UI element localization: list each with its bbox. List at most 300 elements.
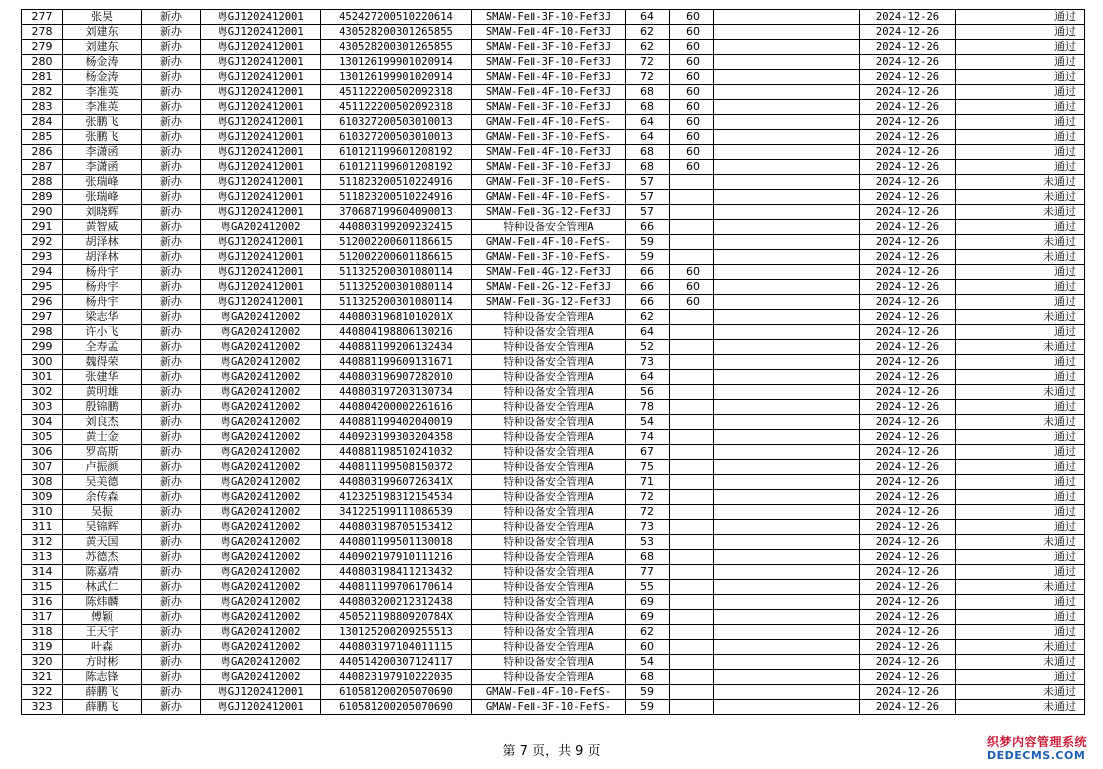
- score-cell: 68: [626, 145, 670, 160]
- exam-item-cell: GMAW-FeⅡ-3F-10-FefS-: [472, 250, 626, 265]
- name-cell: 张昊: [63, 10, 142, 25]
- row-number: 314: [22, 565, 63, 580]
- score-cell: 72: [626, 55, 670, 70]
- certificate-cell: 粤GA202412002: [201, 475, 321, 490]
- certificate-cell: 粤GJ1202412001: [201, 190, 321, 205]
- id-number-cell: 440923199303204358: [321, 430, 472, 445]
- id-number-cell: 440811199508150372: [321, 460, 472, 475]
- blank-cell: [714, 565, 860, 580]
- blank-cell: [714, 235, 860, 250]
- type-cell: 新办: [142, 280, 201, 295]
- row-number: 316: [22, 595, 63, 610]
- id-number-cell: 452427200510220614: [321, 10, 472, 25]
- result-cell: 通过: [956, 130, 1085, 145]
- certificate-cell: 粤GA202412002: [201, 625, 321, 640]
- date-cell: 2024-12-26: [860, 220, 956, 235]
- id-number-cell: 130126199901020914: [321, 55, 472, 70]
- certificate-cell: 粤GJ1202412001: [201, 25, 321, 40]
- practical-score-cell: 60: [670, 100, 714, 115]
- score-cell: 66: [626, 280, 670, 295]
- blank-cell: [714, 250, 860, 265]
- certificate-cell: 粤GJ1202412001: [201, 280, 321, 295]
- date-cell: 2024-12-26: [860, 235, 956, 250]
- exam-item-cell: 特种设备安全管理A: [472, 340, 626, 355]
- exam-item-cell: SMAW-FeⅡ-3F-10-Fef3J: [472, 160, 626, 175]
- score-cell: 75: [626, 460, 670, 475]
- exam-item-cell: 特种设备安全管理A: [472, 370, 626, 385]
- id-number-cell: 511325200301080114: [321, 280, 472, 295]
- date-cell: 2024-12-26: [860, 10, 956, 25]
- type-cell: 新办: [142, 70, 201, 85]
- date-cell: 2024-12-26: [860, 550, 956, 565]
- id-number-cell: 440803197203130734: [321, 385, 472, 400]
- type-cell: 新办: [142, 295, 201, 310]
- certificate-cell: 粤GA202412002: [201, 655, 321, 670]
- date-cell: 2024-12-26: [860, 70, 956, 85]
- score-cell: 72: [626, 490, 670, 505]
- id-number-cell: 440881199609131671: [321, 355, 472, 370]
- row-number: 315: [22, 580, 63, 595]
- table-row: [22, 145, 1085, 160]
- exam-item-cell: SMAW-FeⅡ-3G-12-Fef3J: [472, 205, 626, 220]
- table-row: [22, 550, 1085, 565]
- table-row: [22, 160, 1085, 175]
- score-cell: 56: [626, 385, 670, 400]
- watermark-logo: [987, 735, 1095, 765]
- name-cell: 黄天国: [63, 535, 142, 550]
- row-number: 303: [22, 400, 63, 415]
- table-row: [22, 490, 1085, 505]
- certificate-cell: 粤GA202412002: [201, 565, 321, 580]
- certificate-cell: 粤GJ1202412001: [201, 175, 321, 190]
- blank-cell: [714, 505, 860, 520]
- certificate-cell: 粤GA202412002: [201, 460, 321, 475]
- date-cell: 2024-12-26: [860, 100, 956, 115]
- type-cell: 新办: [142, 100, 201, 115]
- certificate-cell: 粤GA202412002: [201, 385, 321, 400]
- table-row: [22, 430, 1085, 445]
- blank-cell: [714, 25, 860, 40]
- score-cell: 73: [626, 520, 670, 535]
- blank-cell: [714, 685, 860, 700]
- result-cell: 未通过: [956, 535, 1085, 550]
- type-cell: 新办: [142, 445, 201, 460]
- type-cell: 新办: [142, 475, 201, 490]
- id-number-cell: 610121199601208192: [321, 145, 472, 160]
- name-cell: 杨金涛: [63, 70, 142, 85]
- blank-cell: [714, 445, 860, 460]
- practical-score-cell: 60: [670, 115, 714, 130]
- table-row: [22, 220, 1085, 235]
- id-number-cell: 511823200510224916: [321, 175, 472, 190]
- type-cell: 新办: [142, 85, 201, 100]
- table-row: [22, 280, 1085, 295]
- practical-score-cell: [670, 310, 714, 325]
- certificate-cell: 粤GJ1202412001: [201, 70, 321, 85]
- result-cell: 未通过: [956, 175, 1085, 190]
- name-cell: 黄明雄: [63, 385, 142, 400]
- type-cell: 新办: [142, 415, 201, 430]
- table-row: [22, 565, 1085, 580]
- practical-score-cell: [670, 670, 714, 685]
- result-cell: 通过: [956, 430, 1085, 445]
- score-cell: 66: [626, 265, 670, 280]
- exam-item-cell: SMAW-FeⅡ-3F-10-Fef3J: [472, 55, 626, 70]
- date-cell: 2024-12-26: [860, 640, 956, 655]
- id-number-cell: 511823200510224916: [321, 190, 472, 205]
- certificate-cell: 粤GA202412002: [201, 400, 321, 415]
- result-cell: 通过: [956, 610, 1085, 625]
- score-cell: 66: [626, 295, 670, 310]
- exam-item-cell: GMAW-FeⅡ-4F-10-FefS-: [472, 190, 626, 205]
- result-cell: 未通过: [956, 310, 1085, 325]
- certificate-cell: 粤GJ1202412001: [201, 100, 321, 115]
- name-cell: 方时彬: [63, 655, 142, 670]
- name-cell: 林武仁: [63, 580, 142, 595]
- practical-score-cell: [670, 490, 714, 505]
- result-cell: 通过: [956, 595, 1085, 610]
- type-cell: 新办: [142, 370, 201, 385]
- practical-score-cell: 60: [670, 145, 714, 160]
- blank-cell: [714, 190, 860, 205]
- table-row: [22, 70, 1085, 85]
- row-number: 305: [22, 430, 63, 445]
- result-cell: 通过: [956, 85, 1085, 100]
- table-row: [22, 325, 1085, 340]
- practical-score-cell: [670, 205, 714, 220]
- practical-score-cell: [670, 565, 714, 580]
- blank-cell: [714, 100, 860, 115]
- score-cell: 60: [626, 640, 670, 655]
- practical-score-cell: [670, 610, 714, 625]
- practical-score-cell: 60: [670, 160, 714, 175]
- exam-item-cell: 特种设备安全管理A: [472, 325, 626, 340]
- certificate-cell: 粤GJ1202412001: [201, 40, 321, 55]
- blank-cell: [714, 85, 860, 100]
- name-cell: 张鹏飞: [63, 130, 142, 145]
- blank-cell: [714, 655, 860, 670]
- blank-cell: [714, 535, 860, 550]
- practical-score-cell: [670, 400, 714, 415]
- blank-cell: [714, 475, 860, 490]
- name-cell: 陈嘉靖: [63, 565, 142, 580]
- certificate-cell: 粤GJ1202412001: [201, 265, 321, 280]
- result-cell: 通过: [956, 115, 1085, 130]
- exam-item-cell: GMAW-FeⅡ-4F-10-FefS-: [472, 115, 626, 130]
- name-cell: 傅颖: [63, 610, 142, 625]
- row-number: 278: [22, 25, 63, 40]
- practical-score-cell: [670, 415, 714, 430]
- type-cell: 新办: [142, 385, 201, 400]
- score-cell: 55: [626, 580, 670, 595]
- exam-item-cell: 特种设备安全管理A: [472, 355, 626, 370]
- certificate-cell: 粤GA202412002: [201, 535, 321, 550]
- practical-score-cell: [670, 430, 714, 445]
- certificate-cell: 粤GA202412002: [201, 355, 321, 370]
- row-number: 294: [22, 265, 63, 280]
- name-cell: 罗高斯: [63, 445, 142, 460]
- name-cell: 胡泽林: [63, 235, 142, 250]
- practical-score-cell: [670, 505, 714, 520]
- exam-item-cell: 特种设备安全管理A: [472, 490, 626, 505]
- score-cell: 59: [626, 235, 670, 250]
- name-cell: 黄智威: [63, 220, 142, 235]
- blank-cell: [714, 295, 860, 310]
- blank-cell: [714, 340, 860, 355]
- exam-item-cell: 特种设备安全管理A: [472, 640, 626, 655]
- row-number: 313: [22, 550, 63, 565]
- exam-item-cell: SMAW-FeⅡ-4F-10-Fef3J: [472, 70, 626, 85]
- practical-score-cell: [670, 460, 714, 475]
- row-number: 310: [22, 505, 63, 520]
- row-number: 289: [22, 190, 63, 205]
- certificate-cell: 粤GJ1202412001: [201, 295, 321, 310]
- date-cell: 2024-12-26: [860, 565, 956, 580]
- result-cell: 通过: [956, 100, 1085, 115]
- id-number-cell: 440823197910222035: [321, 670, 472, 685]
- score-cell: 62: [626, 625, 670, 640]
- type-cell: 新办: [142, 235, 201, 250]
- practical-score-cell: [670, 475, 714, 490]
- result-cell: 通过: [956, 550, 1085, 565]
- score-cell: 64: [626, 325, 670, 340]
- table-row: [22, 340, 1085, 355]
- row-number: 312: [22, 535, 63, 550]
- row-number: 317: [22, 610, 63, 625]
- date-cell: 2024-12-26: [860, 145, 956, 160]
- date-cell: 2024-12-26: [860, 610, 956, 625]
- row-number: 302: [22, 385, 63, 400]
- result-cell: 通过: [956, 160, 1085, 175]
- id-number-cell: 44080319681010201X: [321, 310, 472, 325]
- id-number-cell: 341225199111086539: [321, 505, 472, 520]
- table-row: [22, 400, 1085, 415]
- practical-score-cell: 60: [670, 265, 714, 280]
- score-cell: 68: [626, 670, 670, 685]
- certificate-cell: 粤GA202412002: [201, 445, 321, 460]
- type-cell: 新办: [142, 115, 201, 130]
- date-cell: 2024-12-26: [860, 280, 956, 295]
- blank-cell: [714, 640, 860, 655]
- result-cell: 未通过: [956, 640, 1085, 655]
- table-row: [22, 670, 1085, 685]
- type-cell: 新办: [142, 625, 201, 640]
- date-cell: 2024-12-26: [860, 160, 956, 175]
- certificate-cell: 粤GJ1202412001: [201, 10, 321, 25]
- id-number-cell: 610581200205070690: [321, 685, 472, 700]
- score-cell: 67: [626, 445, 670, 460]
- exam-item-cell: SMAW-FeⅡ-4F-10-Fef3J: [472, 25, 626, 40]
- type-cell: 新办: [142, 160, 201, 175]
- certificate-cell: 粤GA202412002: [201, 580, 321, 595]
- row-number: 280: [22, 55, 63, 70]
- date-cell: 2024-12-26: [860, 190, 956, 205]
- exam-item-cell: GMAW-FeⅡ-4F-10-FefS-: [472, 235, 626, 250]
- score-cell: 64: [626, 370, 670, 385]
- type-cell: 新办: [142, 685, 201, 700]
- id-number-cell: 512002200601186615: [321, 250, 472, 265]
- id-number-cell: 440803196907282010: [321, 370, 472, 385]
- practical-score-cell: [670, 355, 714, 370]
- blank-cell: [714, 580, 860, 595]
- score-cell: 66: [626, 220, 670, 235]
- name-cell: 吴振: [63, 505, 142, 520]
- row-number: 293: [22, 250, 63, 265]
- certificate-cell: 粤GA202412002: [201, 595, 321, 610]
- result-cell: 未通过: [956, 235, 1085, 250]
- date-cell: 2024-12-26: [860, 460, 956, 475]
- exam-item-cell: 特种设备安全管理A: [472, 400, 626, 415]
- row-number: 296: [22, 295, 63, 310]
- score-cell: 59: [626, 250, 670, 265]
- score-cell: 73: [626, 355, 670, 370]
- type-cell: 新办: [142, 565, 201, 580]
- result-cell: 通过: [956, 25, 1085, 40]
- certificate-cell: 粤GA202412002: [201, 220, 321, 235]
- name-cell: 刘建东: [63, 40, 142, 55]
- row-number: 318: [22, 625, 63, 640]
- score-cell: 68: [626, 100, 670, 115]
- type-cell: 新办: [142, 355, 201, 370]
- id-number-cell: 430528200301265855: [321, 40, 472, 55]
- score-cell: 54: [626, 415, 670, 430]
- id-number-cell: 440804200002261616: [321, 400, 472, 415]
- name-cell: 杨舟宇: [63, 265, 142, 280]
- id-number-cell: 610327200503010013: [321, 115, 472, 130]
- practical-score-cell: 60: [670, 70, 714, 85]
- table-row: [22, 175, 1085, 190]
- name-cell: 陈志锋: [63, 670, 142, 685]
- row-number: 304: [22, 415, 63, 430]
- exam-item-cell: GMAW-FeⅡ-3F-10-FefS-: [472, 130, 626, 145]
- result-cell: 通过: [956, 460, 1085, 475]
- date-cell: 2024-12-26: [860, 625, 956, 640]
- name-cell: 李潇函: [63, 160, 142, 175]
- exam-item-cell: 特种设备安全管理A: [472, 445, 626, 460]
- row-number: 277: [22, 10, 63, 25]
- name-cell: 叶森: [63, 640, 142, 655]
- score-cell: 69: [626, 610, 670, 625]
- type-cell: 新办: [142, 460, 201, 475]
- table-row: [22, 700, 1085, 715]
- blank-cell: [714, 325, 860, 340]
- practical-score-cell: 60: [670, 10, 714, 25]
- blank-cell: [714, 415, 860, 430]
- result-cell: 未通过: [956, 700, 1085, 715]
- row-number: 311: [22, 520, 63, 535]
- score-cell: 57: [626, 175, 670, 190]
- name-cell: 刘晓辉: [63, 205, 142, 220]
- blank-cell: [714, 55, 860, 70]
- exam-item-cell: 特种设备安全管理A: [472, 520, 626, 535]
- row-number: 279: [22, 40, 63, 55]
- date-cell: 2024-12-26: [860, 520, 956, 535]
- type-cell: 新办: [142, 430, 201, 445]
- score-cell: 68: [626, 160, 670, 175]
- id-number-cell: 610581200205070690: [321, 700, 472, 715]
- score-cell: 64: [626, 10, 670, 25]
- date-cell: 2024-12-26: [860, 175, 956, 190]
- date-cell: 2024-12-26: [860, 445, 956, 460]
- result-cell: 通过: [956, 325, 1085, 340]
- blank-cell: [714, 670, 860, 685]
- practical-score-cell: 60: [670, 130, 714, 145]
- name-cell: 杨舟宇: [63, 295, 142, 310]
- row-number: 288: [22, 175, 63, 190]
- blank-cell: [714, 310, 860, 325]
- result-cell: 未通过: [956, 580, 1085, 595]
- type-cell: 新办: [142, 40, 201, 55]
- result-cell: 通过: [956, 280, 1085, 295]
- date-cell: 2024-12-26: [860, 400, 956, 415]
- name-cell: 吴美德: [63, 475, 142, 490]
- id-number-cell: 440803198411213432: [321, 565, 472, 580]
- score-cell: 77: [626, 565, 670, 580]
- score-cell: 72: [626, 70, 670, 85]
- exam-item-cell: 特种设备安全管理A: [472, 655, 626, 670]
- row-number: 321: [22, 670, 63, 685]
- name-cell: 殷锦鹏: [63, 400, 142, 415]
- exam-item-cell: 特种设备安全管理A: [472, 505, 626, 520]
- table-row: [22, 505, 1085, 520]
- date-cell: 2024-12-26: [860, 655, 956, 670]
- exam-item-cell: 特种设备安全管理A: [472, 625, 626, 640]
- date-cell: 2024-12-26: [860, 85, 956, 100]
- name-cell: 苏德杰: [63, 550, 142, 565]
- score-cell: 52: [626, 340, 670, 355]
- certificate-cell: 粤GJ1202412001: [201, 205, 321, 220]
- exam-item-cell: SMAW-FeⅡ-2G-12-Fef3J: [472, 280, 626, 295]
- date-cell: 2024-12-26: [860, 385, 956, 400]
- score-cell: 57: [626, 190, 670, 205]
- id-number-cell: 440803198705153412: [321, 520, 472, 535]
- date-cell: 2024-12-26: [860, 40, 956, 55]
- practical-score-cell: [670, 580, 714, 595]
- type-cell: 新办: [142, 175, 201, 190]
- type-cell: 新办: [142, 595, 201, 610]
- exam-item-cell: SMAW-FeⅡ-3G-12-Fef3J: [472, 295, 626, 310]
- blank-cell: [714, 430, 860, 445]
- practical-score-cell: [670, 175, 714, 190]
- row-number: 281: [22, 70, 63, 85]
- certificate-cell: 粤GA202412002: [201, 550, 321, 565]
- date-cell: 2024-12-26: [860, 25, 956, 40]
- blank-cell: [714, 610, 860, 625]
- practical-score-cell: [670, 700, 714, 715]
- practical-score-cell: 60: [670, 40, 714, 55]
- name-cell: 陈炜麟: [63, 595, 142, 610]
- certificate-cell: 粤GJ1202412001: [201, 685, 321, 700]
- result-cell: 通过: [956, 475, 1085, 490]
- score-cell: 68: [626, 85, 670, 100]
- score-cell: 54: [626, 655, 670, 670]
- score-cell: 71: [626, 475, 670, 490]
- certificate-cell: 粤GA202412002: [201, 490, 321, 505]
- certificate-cell: 粤GA202412002: [201, 415, 321, 430]
- exam-item-cell: 特种设备安全管理A: [472, 220, 626, 235]
- date-cell: 2024-12-26: [860, 670, 956, 685]
- exam-item-cell: SMAW-FeⅡ-3F-10-Fef3J: [472, 100, 626, 115]
- row-number: 319: [22, 640, 63, 655]
- id-number-cell: 440881199402040019: [321, 415, 472, 430]
- result-cell: 通过: [956, 70, 1085, 85]
- type-cell: 新办: [142, 130, 201, 145]
- practical-score-cell: [670, 445, 714, 460]
- certificate-cell: 粤GA202412002: [201, 640, 321, 655]
- certificate-cell: 粤GA202412002: [201, 310, 321, 325]
- name-cell: 张鹏飞: [63, 115, 142, 130]
- table-row: [22, 520, 1085, 535]
